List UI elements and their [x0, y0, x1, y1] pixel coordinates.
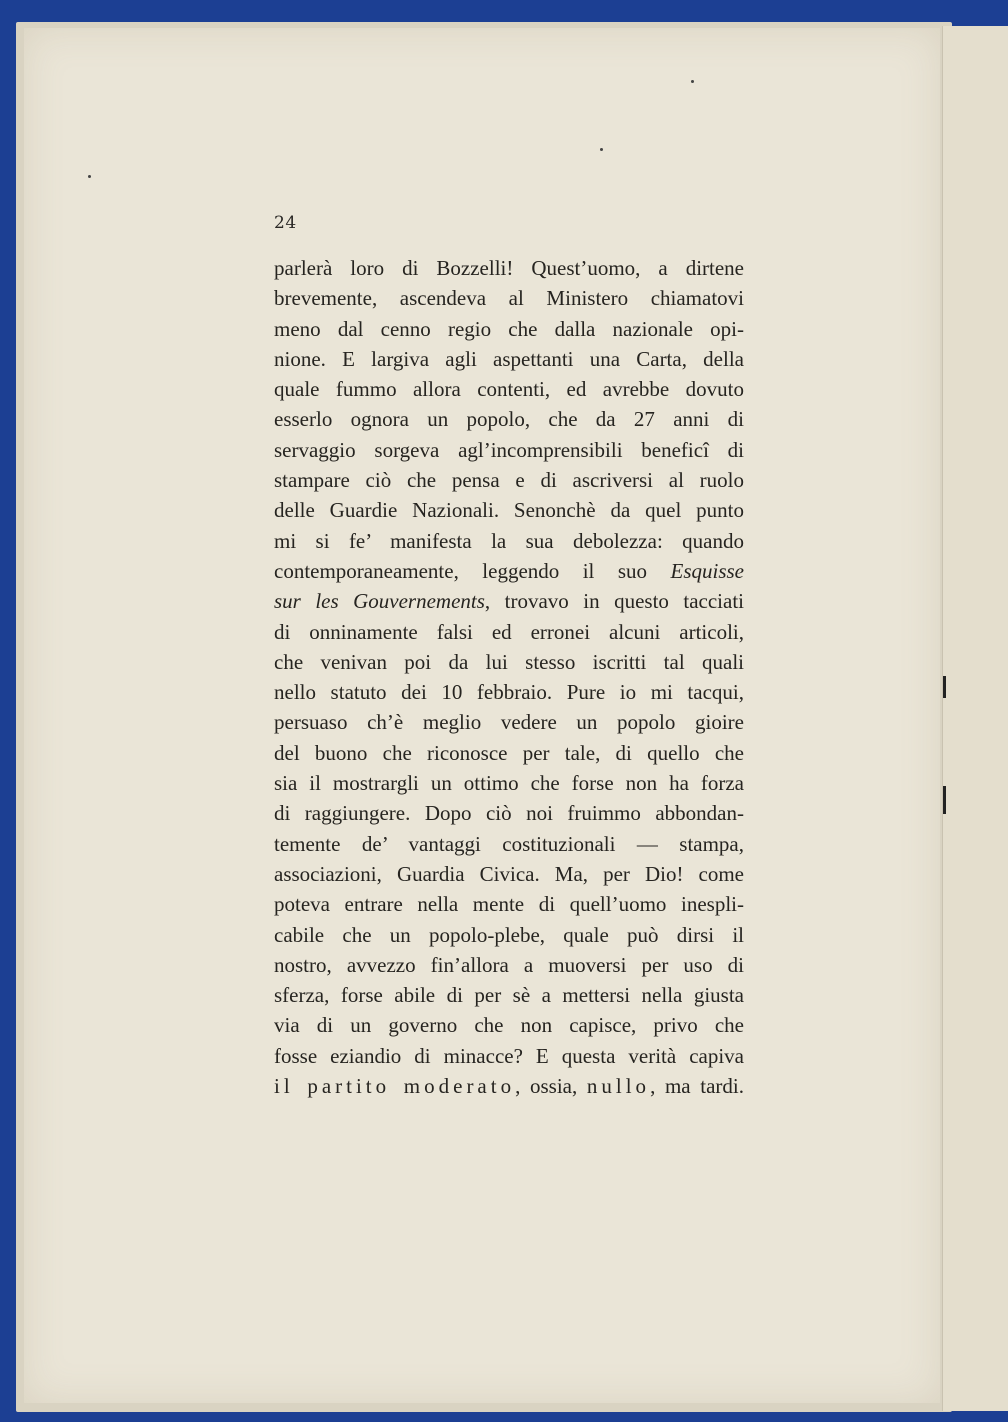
text-line: brevemente, ascendeva al Ministero chiamatovi [274, 286, 744, 311]
text-line: meno dal cenno regio che dalla nazionale opi- [274, 316, 744, 341]
text-line: delle Guardie Nazionali. Senonchè da quel punto [274, 498, 744, 523]
text-line: poteva entrare nella mente di quell’uomo inespli- [274, 892, 744, 917]
text-line: parlerà loro di Bozzelli! Quest’uomo, a dirtene [274, 256, 744, 280]
text-line-with-italic [274, 586, 744, 616]
speck [88, 175, 91, 178]
text-line: mi si fe’ manifesta la sua debolezza: quando [274, 528, 744, 553]
text-line: di raggiungere. Dopo ciò noi fruimmo abbondan- [274, 801, 744, 826]
spaced-emphasis: nullo [586, 1074, 651, 1099]
text-line: del buono che riconosce per tale, di quello che [274, 740, 744, 765]
text-line: di onninamente falsi ed erronei alcuni articoli, [274, 619, 744, 644]
text-run: , trovavo in questo tacciati [484, 589, 744, 614]
text-line: esserlo ognora un popolo, che da 27 anni di [274, 407, 744, 432]
text-line: sia il mostrargli un ottimo che forse non ha forza [274, 771, 744, 796]
text-line: che venivan poi da lui stesso iscritti tal quali [274, 649, 744, 674]
facing-page-edge [942, 26, 1008, 1411]
text-line: quale fummo allora contenti, ed avrebbe dovuto [274, 377, 744, 402]
text-line: stampare ciò che pensa e di ascriversi al ruolo [274, 468, 744, 493]
margin-mark [943, 676, 946, 698]
speck [600, 148, 603, 151]
text-line: servaggio sorgeva agl’incomprensibili beneficî di [274, 437, 744, 462]
italic-title: Esquisse [670, 558, 744, 583]
text-line: associazioni, Guardia Civica. Ma, per Dio! come [274, 861, 744, 886]
text-line-with-italic [274, 556, 744, 586]
text-run: , ossia, [515, 1074, 587, 1099]
spaced-emphasis: il partito moderato [274, 1074, 516, 1099]
text-line: nostro, avvezzo fin’allora a muoversi per uso di [274, 952, 744, 977]
margin-mark [943, 786, 946, 814]
speck [691, 80, 694, 83]
text-line: via di un governo che non capisce, privo che [274, 1013, 744, 1038]
text-line: temente de’ vantaggi costituzionali — stampa, [274, 831, 744, 856]
text-line: nello statuto dei 10 febbraio. Pure io mi tacqui, [274, 680, 744, 705]
text-line: sferza, forse abile di per sè a mettersi nella giusta [274, 983, 744, 1008]
page-number: 24 [274, 213, 297, 233]
last-text-line [274, 1071, 744, 1101]
text-line: cabile che un popolo-plebe, quale può dirsi il [274, 922, 744, 947]
text-line: persuaso ch’è meglio vedere un popolo gioire [274, 710, 744, 735]
text-line: fosse eziandio di minacce? E questa verità capiva [274, 1043, 744, 1068]
italic-title: sur les Gouvernements [274, 589, 485, 614]
text-run: contemporaneamente, leggendo il suo [274, 558, 671, 583]
text-line: nione. E largiva agli aspettanti una Carta, della [274, 346, 744, 371]
body-text [274, 253, 744, 1101]
text-run: , ma tardi. [650, 1074, 744, 1099]
